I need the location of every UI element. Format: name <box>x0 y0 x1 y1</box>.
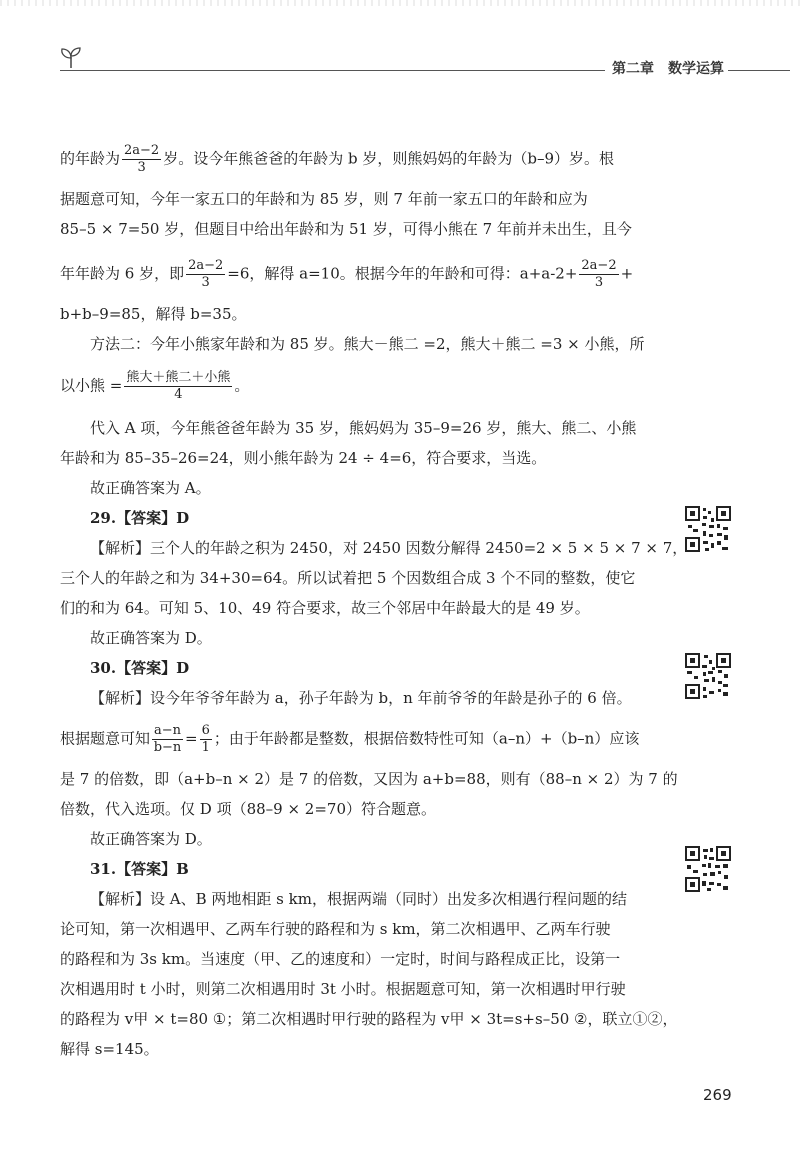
fraction-numerator: 2a−2 <box>188 258 224 273</box>
text-line-10: 故正确答案为 A。 <box>90 479 211 497</box>
header-rule-right <box>728 70 790 71</box>
fraction-numerator: 2a−2 <box>124 143 160 158</box>
text-line-2: 据题意可知，今年一家五口的年龄和为 85 岁，则 7 年前一家五口的年龄和应为 <box>60 190 588 208</box>
fraction-denominator: 1 <box>201 740 210 755</box>
text-line-20: 倍数，代入选项。仅 D 项（88–9 × 2=70）符合题意。 <box>60 800 436 818</box>
fraction-denominator: b−n <box>153 740 182 755</box>
sprout-icon <box>58 44 84 70</box>
text-line-6: 方法二：今年小熊家年龄和为 85 岁。熊大－熊二 =2，熊大＋熊二 =3 × 小熊，所 <box>90 335 645 353</box>
text-line-14: 们的和为 64。可知 5、10、49 符合要求，故三个邻居中年龄最大的是 49 岁。 <box>60 599 590 617</box>
fraction-denominator: 3 <box>201 275 210 290</box>
text-line-25: 的路程和为 3s km。当速度（甲、乙的速度和）一定时，时间与路程成正比，设第一 <box>60 950 621 968</box>
text-line-3: 85–5 × 7=50 岁，但题目中给出年龄和为 51 岁，可得小熊在 7 年前并未出生，且今 <box>60 220 632 238</box>
text-line-17: 【解析】设今年爷爷年龄为 a，孙子年龄为 b，n 年前爷爷的年龄是孙子的 6 倍。 <box>90 689 632 707</box>
text-line-23: 【解析】设 A、B 两地相距 s km，根据两端（同时）出发多次相遇行程问题的结 <box>90 890 627 908</box>
fraction <box>152 723 183 756</box>
fraction <box>122 143 161 176</box>
text-line-1 <box>60 143 660 176</box>
fraction-numerator: 6 <box>201 723 210 738</box>
text-line-18 <box>60 723 660 756</box>
text: 以小熊 = <box>60 376 123 395</box>
text-line-15: 故正确答案为 D。 <box>90 629 212 647</box>
answer-29: 29.【答案】D <box>90 509 190 527</box>
fraction-denominator: 4 <box>174 387 183 402</box>
text: + <box>620 264 634 283</box>
qr-code-icon <box>684 845 732 893</box>
text: 岁。设今年熊爸爸的年龄为 b 岁，则熊妈妈的年龄为（b–9）岁。根 <box>163 149 614 168</box>
text-line-27: 的路程为 v甲 × t=80 ①；第二次相遇时甲行驶的路程为 v甲 × 3t=s+s–50 ②，联立①②， <box>60 1010 678 1028</box>
text-line-21: 故正确答案为 D。 <box>90 830 212 848</box>
fraction <box>186 258 225 291</box>
answer-31: 31.【答案】B <box>90 860 189 878</box>
text: = <box>185 729 198 748</box>
fraction <box>124 370 232 403</box>
text: 根据题意可知 <box>60 729 151 748</box>
fraction-denominator: 3 <box>594 275 604 290</box>
text: =6，解得 a=10。根据今年的年龄和可得：a+a-2+ <box>227 264 578 283</box>
fraction-numerator: a−n <box>154 723 182 738</box>
answer-30: 30.【答案】D <box>90 659 190 677</box>
chapter-title: 第二章 数学运算 <box>612 61 724 77</box>
text-line-12: 【解析】三个人的年龄之积为 2450，对 2450 因数分解得 2450=2 × 5 × 5 × 7 × 7， <box>90 539 688 557</box>
text-line-13: 三个人的年龄之和为 34+30=64。所以试着把 5 个因数组合成 3 个不同的整数，使它 <box>60 569 636 587</box>
fraction <box>200 723 212 756</box>
fraction <box>579 258 618 291</box>
text: 年年龄为 6 岁，即 <box>60 264 185 283</box>
text-line-8: 代入 A 项，今年熊爸爸年龄为 35 岁，熊妈妈为 35–9=26 岁，熊大、熊二、小熊 <box>90 419 637 437</box>
fraction-denominator: 3 <box>137 160 146 175</box>
fraction-numerator: 2a−2 <box>581 258 617 273</box>
header-rule-left <box>60 70 605 71</box>
qr-code-icon <box>684 652 732 700</box>
text-line-4 <box>60 258 660 291</box>
fraction-numerator: 熊大＋熊二＋小熊 <box>126 370 231 385</box>
text-line-28: 解得 s=145。 <box>60 1040 159 1058</box>
text-line-26: 次相遇用时 t 小时，则第二次相遇用时 3t 小时。根据题意可知，第一次相遇时甲行驶 <box>60 980 626 998</box>
text-line-19: 是 7 的倍数，即（a+b–n × 2）是 7 的倍数，又因为 a+b=88，则有（88–n × 2）为 7 的 <box>60 770 678 788</box>
text-line-5: b+b–9=85，解得 b=35。 <box>60 305 247 323</box>
text-line-7 <box>60 370 660 403</box>
text-line-24: 论可知，第一次相遇甲、乙两车行驶的路程和为 s km，第二次相遇甲、乙两车行驶 <box>60 920 611 938</box>
page-edge-speckle <box>0 0 800 6</box>
text: ；由于年龄都是整数，根据倍数特性可知（a–n）+（b–n）应该 <box>213 729 640 748</box>
text: 。 <box>234 376 250 395</box>
text-line-9: 年龄和为 85–35–26=24，则小熊年龄为 24 ÷ 4=6，符合要求，当选。 <box>60 449 547 467</box>
text: 的年龄为 <box>60 149 121 168</box>
qr-code-icon <box>684 505 732 553</box>
page-number: 269 <box>703 1086 732 1104</box>
